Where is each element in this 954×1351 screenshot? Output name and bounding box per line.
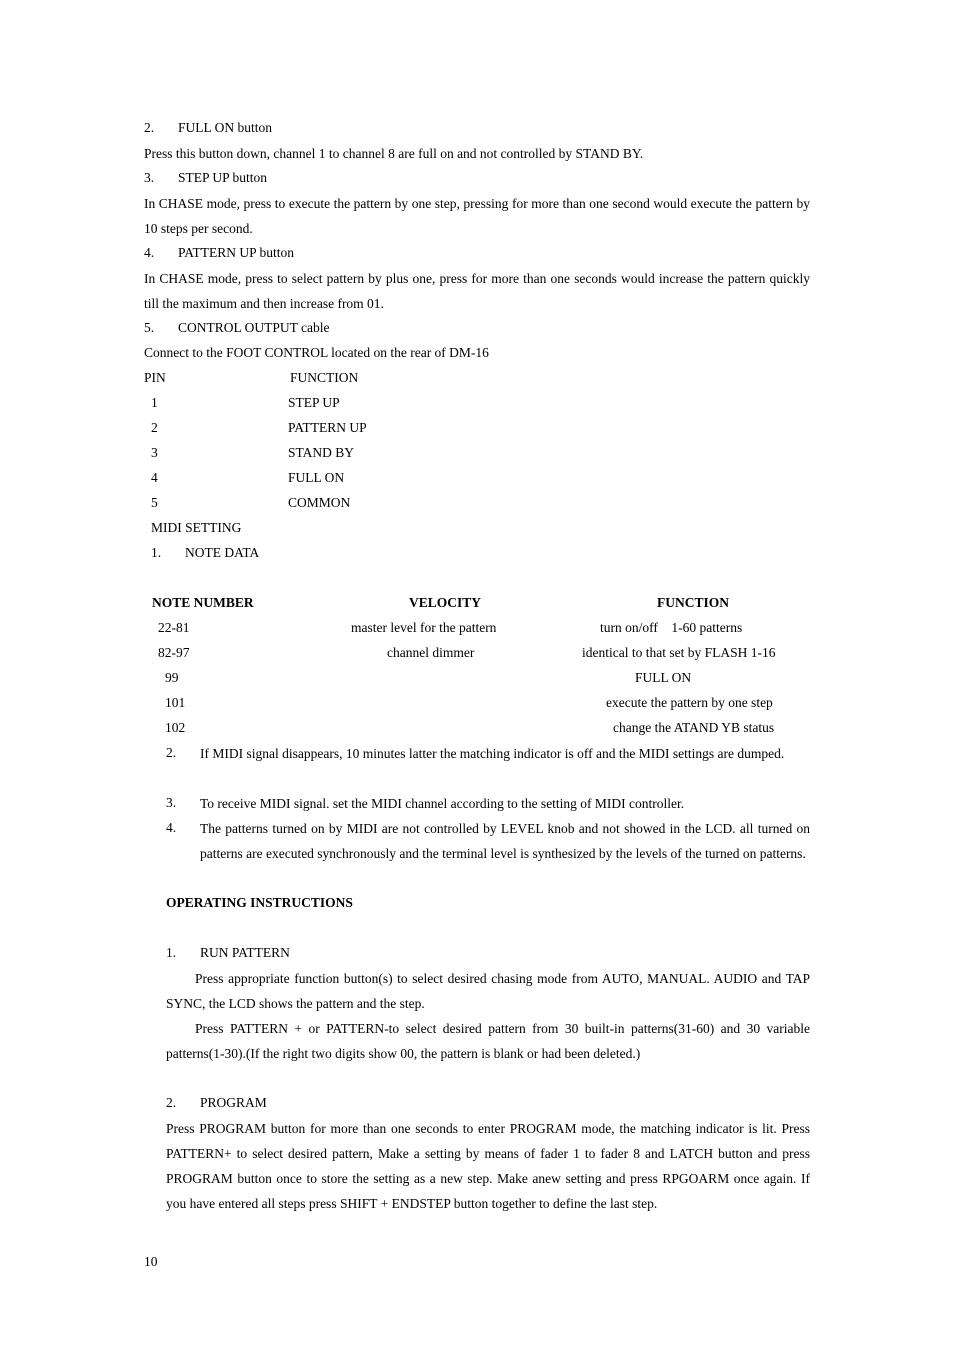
section-body: Press this button down, channel 1 to channel 8 are full on and not controlled by STAND BY. xyxy=(144,146,644,161)
section-title: STEP UP button xyxy=(178,170,268,185)
section-number: 2. xyxy=(166,1095,177,1110)
note-data-title: NOTE DATA xyxy=(185,545,260,560)
pin-number: 3 xyxy=(151,445,158,460)
note-number: 99 xyxy=(165,670,179,685)
page-number: 10 xyxy=(144,1254,158,1269)
list-number: 3. xyxy=(166,795,177,810)
paragraph: Press appropriate function button(s) to select desired chasing mode from AUTO, MANUAL. AUDIO and TAP SYNC, the LCD shows the pattern and the step. xyxy=(166,971,810,1011)
pin-number: 4 xyxy=(151,470,158,485)
velocity-header: VELOCITY xyxy=(409,595,482,610)
note-number: 101 xyxy=(165,695,186,710)
section-number: 3. xyxy=(144,170,155,185)
list-number: 4. xyxy=(166,820,177,835)
section-body: Connect to the FOOT CONTROL located on the rear of DM-16 xyxy=(144,345,489,360)
pin-number: 5 xyxy=(151,495,158,510)
section-body: In CHASE mode, press to select pattern by plus one, press for more than one seconds would increase the pattern quickly till the maximum and then increase from 01. xyxy=(144,271,810,311)
pin-function: STAND BY xyxy=(288,445,355,460)
function-value: identical to that set by FLASH 1-16 xyxy=(582,645,776,660)
velocity-value: channel dimmer xyxy=(387,645,475,660)
note-number: 82-97 xyxy=(158,645,190,660)
pin-function-header: FUNCTION xyxy=(290,370,359,385)
velocity-value: master level for the pattern xyxy=(351,620,497,635)
section-number: 1. xyxy=(166,945,177,960)
section-number: 5. xyxy=(144,320,155,335)
list-number: 2. xyxy=(166,745,177,760)
note-data-number: 1. xyxy=(151,545,162,560)
list-item: The patterns turned on by MIDI are not controlled by LEVEL knob and not showed in the LCD. all turned on patterns are executed synchronously and the terminal level is synthesized by the levels of the turned on patterns. xyxy=(200,821,810,861)
midi-setting-title: MIDI SETTING xyxy=(151,520,242,535)
pin-header: PIN xyxy=(144,370,166,385)
function-value: FULL ON xyxy=(635,670,692,685)
operating-title: OPERATING INSTRUCTIONS xyxy=(166,895,353,910)
paragraph: Press PROGRAM button for more than one seconds to enter PROGRAM mode, the matching indicator is lit. Press PATTERN+ to select desired pattern, Make a setting by means of fader 1 to fader 8 and LATCH button and press PROGRAM button once to store the setting as a new step. Make anew setting and press RPGOARM once again. If you have entered all steps press SHIFT + ENDSTEP button together to define the last step. xyxy=(166,1121,810,1211)
paragraph: Press PATTERN + or PATTERN-to select desired pattern from 30 built-in patterns(31-60) and 30 variable patterns(1-30).(If the right two digits show 00, the pattern is blank or had been deleted.) xyxy=(166,1021,810,1061)
pin-number: 2 xyxy=(151,420,158,435)
section-body: In CHASE mode, press to execute the pattern by one step, pressing for more than one second would execute the pattern by 10 steps per second. xyxy=(144,196,810,236)
note-number-header: NOTE NUMBER xyxy=(152,595,254,610)
note-number: 22-81 xyxy=(158,620,190,635)
list-item: If MIDI signal disappears, 10 minutes latter the matching indicator is off and the MIDI settings are dumped. xyxy=(200,746,785,761)
section-title: PATTERN UP button xyxy=(178,245,295,260)
function-header: FUNCTION xyxy=(657,595,730,610)
pin-function: STEP UP xyxy=(288,395,340,410)
section-title: CONTROL OUTPUT cable xyxy=(178,320,330,335)
function-value: execute the pattern by one step xyxy=(606,695,773,710)
pin-function: COMMON xyxy=(288,495,351,510)
function-value: turn on/off 1-60 patterns xyxy=(600,620,743,635)
list-item: To receive MIDI signal. set the MIDI channel according to the setting of MIDI controller. xyxy=(200,796,685,811)
pin-function: PATTERN UP xyxy=(288,420,367,435)
pin-number: 1 xyxy=(151,395,158,410)
section-number: 2. xyxy=(144,120,155,135)
pin-function: FULL ON xyxy=(288,470,345,485)
section-title: RUN PATTERN xyxy=(200,945,290,960)
section-title: PROGRAM xyxy=(200,1095,267,1110)
section-number: 4. xyxy=(144,245,155,260)
note-number: 102 xyxy=(165,720,186,735)
section-title: FULL ON button xyxy=(178,120,272,135)
function-value: change the ATAND YB status xyxy=(613,720,775,735)
